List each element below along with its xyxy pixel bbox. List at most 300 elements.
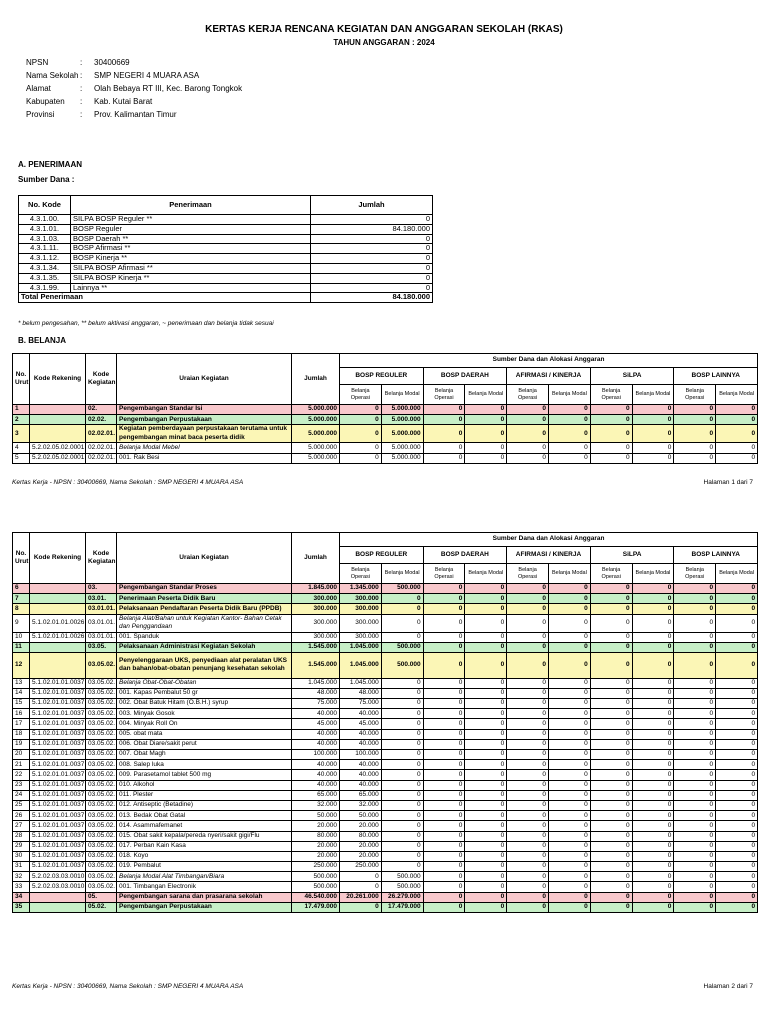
alokasi-cell: 0 <box>507 453 549 463</box>
no-cell: 10 <box>13 632 30 642</box>
uraian-cell: 001. Rak Besi <box>117 453 292 463</box>
alokasi-cell: 0 <box>716 902 758 912</box>
alokasi-cell: 0 <box>548 425 590 443</box>
alokasi-cell: 0 <box>465 841 507 851</box>
kode-kegiatan-cell: 03.05.02. <box>86 862 117 872</box>
kode-kegiatan-cell: 03.01. <box>86 594 117 604</box>
penerimaan-cell: BOSP Reguler <box>71 224 311 234</box>
alokasi-cell: 0 <box>548 614 590 632</box>
kode-rekening-cell: 5.1.02.01.01.0037 <box>30 699 86 709</box>
alokasi-cell: 0 <box>632 739 674 749</box>
footer-left: Kertas Kerja - NPSN : 30400669, Nama Sekolah : SMP NEGERI 4 MUARA ASA <box>12 479 244 486</box>
alokasi-cell: 0 <box>590 750 632 760</box>
total-label: Total Penerimaan <box>19 293 311 303</box>
no-cell: 27 <box>13 821 30 831</box>
alokasi-cell: 0 <box>674 790 716 800</box>
alokasi-cell: 0 <box>507 882 549 892</box>
uraian-cell: 001. Kapas Pembalut 50 gr <box>117 688 292 698</box>
alokasi-cell: 0 <box>507 594 549 604</box>
jumlah-cell: 48.000 <box>292 688 340 698</box>
alokasi-cell: 100.000 <box>340 750 382 760</box>
alokasi-cell: 0 <box>507 760 549 770</box>
alokasi-cell: 40.000 <box>340 770 382 780</box>
alokasi-cell: 0 <box>674 780 716 790</box>
alokasi-cell: 0 <box>590 902 632 912</box>
kode-kegiatan-cell: 03.05.02. <box>86 729 117 739</box>
alokasi-cell: 0 <box>716 642 758 652</box>
alokasi-cell: 0 <box>716 892 758 902</box>
alokasi-cell: 0 <box>548 584 590 594</box>
penerimaan-row <box>19 283 433 293</box>
kode-kegiatan-cell: 03.05.02. <box>86 790 117 800</box>
fund-header: BOSP REGULER <box>340 368 424 385</box>
fund-header: SiLPA <box>590 368 674 385</box>
belanja-row <box>13 584 758 594</box>
belanja-row <box>13 632 758 642</box>
belanja-operasi-header: Belanja Operasi <box>590 564 632 584</box>
alokasi-cell: 0 <box>590 709 632 719</box>
alokasi-cell: 0 <box>465 811 507 821</box>
uraian-header: Uraian Kegiatan <box>117 533 292 584</box>
alokasi-cell: 0 <box>465 790 507 800</box>
kode-cell: 4.3.1.00. <box>19 215 71 225</box>
kode-cell: 4.3.1.35. <box>19 273 71 283</box>
belanja-modal-header: Belanja Modal <box>716 564 758 584</box>
no-cell: 24 <box>13 790 30 800</box>
info-label: Nama Sekolah <box>26 71 79 80</box>
col-header: Jumlah <box>311 196 433 215</box>
no-cell: 25 <box>13 800 30 810</box>
penerimaan-row <box>19 273 433 283</box>
alokasi-cell: 5.000.000 <box>381 405 423 415</box>
alokasi-cell: 0 <box>423 632 465 642</box>
alokasi-cell: 0 <box>548 405 590 415</box>
alokasi-cell: 0 <box>548 760 590 770</box>
alokasi-cell: 5.000.000 <box>381 443 423 453</box>
kode-rekening-cell <box>30 652 86 678</box>
uraian-header: Uraian Kegiatan <box>117 354 292 405</box>
alokasi-cell: 0 <box>548 415 590 425</box>
header-row <box>13 533 758 547</box>
uraian-cell: Belanja Obat-Obat-Obatan <box>117 678 292 688</box>
jumlah-cell: 40.000 <box>292 780 340 790</box>
penerimaan-cell: SILPA BOSP Reguler ** <box>71 215 311 225</box>
alokasi-cell: 0 <box>632 902 674 912</box>
alokasi-cell: 0 <box>507 892 549 902</box>
alokasi-cell: 0 <box>507 811 549 821</box>
alokasi-cell: 1.345.000 <box>340 584 382 594</box>
info-value: 30400669 <box>94 58 130 67</box>
alokasi-cell: 0 <box>381 770 423 780</box>
alokasi-cell: 0 <box>674 642 716 652</box>
penerimaan-cell: SILPA BOSP Kinerja ** <box>71 273 311 283</box>
alokasi-cell: 0 <box>423 443 465 453</box>
alokasi-cell: 0 <box>632 678 674 688</box>
kode-rekening-cell: 5.1.02.01.01.0037 <box>30 750 86 760</box>
alokasi-cell: 0 <box>674 872 716 882</box>
kode-rekening-cell: 5.1.02.01.01.0037 <box>30 780 86 790</box>
jumlah-cell: 0 <box>311 244 433 254</box>
alokasi-cell: 0 <box>423 604 465 614</box>
alokasi-cell: 0 <box>674 594 716 604</box>
kode-kegiatan-cell: 03.05.02. <box>86 821 117 831</box>
uraian-cell: Belanja Modal Alat Timbangan/Biara <box>117 872 292 882</box>
uraian-cell: 004. Minyak Roll On <box>117 719 292 729</box>
kode-cell: 4.3.1.11. <box>19 244 71 254</box>
belanja-modal-header: Belanja Modal <box>548 385 590 405</box>
no-cell: 34 <box>13 892 30 902</box>
kode-rekening-header: Kode Rekening <box>30 533 86 584</box>
alokasi-cell: 0 <box>716 770 758 780</box>
alokasi-cell: 0 <box>548 678 590 688</box>
alokasi-cell: 0 <box>340 415 382 425</box>
alokasi-cell: 0 <box>716 688 758 698</box>
alokasi-cell: 1.045.000 <box>340 678 382 688</box>
kode-kegiatan-cell: 05.02. <box>86 902 117 912</box>
alokasi-cell: 0 <box>632 584 674 594</box>
alokasi-cell: 0 <box>716 415 758 425</box>
alokasi-cell: 0 <box>590 882 632 892</box>
alokasi-cell: 0 <box>507 841 549 851</box>
sumber-dana-label: Sumber Dana : <box>18 175 75 184</box>
alokasi-cell: 1.045.000 <box>340 652 382 678</box>
alokasi-cell: 26.279.000 <box>381 892 423 902</box>
no-cell: 21 <box>13 760 30 770</box>
uraian-cell: 017. Perban Kain Kasa <box>117 841 292 851</box>
alokasi-cell: 0 <box>674 800 716 810</box>
alokasi-cell: 0 <box>632 862 674 872</box>
alokasi-cell: 0 <box>423 453 465 463</box>
kode-rekening-cell: 5.1.02.01.01.0037 <box>30 688 86 698</box>
kode-rekening-cell: 5.1.02.01.01.0037 <box>30 760 86 770</box>
alokasi-cell: 0 <box>340 453 382 463</box>
alokasi-cell: 0 <box>507 652 549 678</box>
jumlah-cell: 0 <box>311 283 433 293</box>
info-value: Olah Bebaya RT III, Kec. Barong Tongkok <box>94 84 243 93</box>
kode-kegiatan-cell: 03.01.01. <box>86 604 117 614</box>
belanja-row <box>13 688 758 698</box>
alokasi-cell: 50.000 <box>340 811 382 821</box>
kode-rekening-cell <box>30 415 86 425</box>
alokasi-cell: 0 <box>465 632 507 642</box>
kode-rekening-cell: 5.1.02.01.01.0037 <box>30 739 86 749</box>
no-cell: 20 <box>13 750 30 760</box>
alokasi-cell: 0 <box>674 709 716 719</box>
alokasi-cell: 0 <box>465 678 507 688</box>
alokasi-cell: 0 <box>465 425 507 443</box>
alokasi-cell: 0 <box>674 604 716 614</box>
alokasi-cell: 0 <box>381 699 423 709</box>
info-value: Kab. Kutai Barat <box>94 97 153 106</box>
alokasi-cell: 0 <box>548 642 590 652</box>
no-cell: 14 <box>13 688 30 698</box>
uraian-cell: 009. Parasetamol tablet 500 mg <box>117 770 292 780</box>
alokasi-cell: 0 <box>716 632 758 642</box>
alokasi-cell: 0 <box>674 902 716 912</box>
alokasi-cell: 40.000 <box>340 729 382 739</box>
alokasi-cell: 0 <box>423 709 465 719</box>
alokasi-cell: 0 <box>590 862 632 872</box>
belanja-row <box>13 642 758 652</box>
belanja-row <box>13 729 758 739</box>
alokasi-cell: 0 <box>674 632 716 642</box>
belanja-row <box>13 780 758 790</box>
kode-kegiatan-cell: 03.05.02. <box>86 739 117 749</box>
alokasi-cell: 0 <box>507 415 549 425</box>
alokasi-cell: 0 <box>716 862 758 872</box>
belanja-row <box>13 425 758 443</box>
penerimaan-heading: A. PENERIMAAN <box>18 160 83 169</box>
no-cell: 22 <box>13 770 30 780</box>
alokasi-cell: 0 <box>423 699 465 709</box>
alokasi-cell: 65.000 <box>340 790 382 800</box>
penerimaan-table <box>18 195 433 303</box>
alokasi-cell: 0 <box>674 760 716 770</box>
alokasi-cell: 0 <box>507 678 549 688</box>
alokasi-cell: 0 <box>716 604 758 614</box>
penerimaan-cell: BOSP Kinerja ** <box>71 254 311 264</box>
fund-header: AFIRMASI / KINERJA <box>507 368 591 385</box>
alokasi-cell: 0 <box>465 729 507 739</box>
alokasi-cell: 0 <box>632 425 674 443</box>
kode-rekening-cell <box>30 584 86 594</box>
alokasi-cell: 0 <box>590 604 632 614</box>
alokasi-cell: 0 <box>716 750 758 760</box>
uraian-cell: Pengembangan Standar Isi <box>117 405 292 415</box>
alokasi-cell: 0 <box>507 699 549 709</box>
kode-rekening-cell <box>30 902 86 912</box>
alokasi-cell: 0 <box>507 831 549 841</box>
alokasi-cell: 0 <box>548 453 590 463</box>
alokasi-cell: 0 <box>590 841 632 851</box>
belanja-row <box>13 790 758 800</box>
alokasi-cell: 0 <box>423 841 465 851</box>
uraian-cell: Pengembangan Perpustakaan <box>117 902 292 912</box>
alokasi-cell: 0 <box>340 425 382 443</box>
kode-kegiatan-cell: 03.05.02. <box>86 770 117 780</box>
penerimaan-row <box>19 254 433 264</box>
kode-rekening-cell: 5.1.02.01.01.0037 <box>30 770 86 780</box>
jumlah-header: Jumlah <box>292 354 340 405</box>
no-cell: 28 <box>13 831 30 841</box>
alokasi-cell: 0 <box>465 750 507 760</box>
alokasi-cell: 250.000 <box>340 862 382 872</box>
alokasi-cell: 0 <box>340 405 382 415</box>
alokasi-cell: 0 <box>674 584 716 594</box>
no-cell: 7 <box>13 594 30 604</box>
kode-rekening-header: Kode Rekening <box>30 354 86 405</box>
alokasi-cell: 40.000 <box>340 780 382 790</box>
alokasi-cell: 0 <box>465 652 507 678</box>
alokasi-cell: 0 <box>423 642 465 652</box>
alokasi-cell: 0 <box>548 902 590 912</box>
info-value: Prov. Kalimantan Timur <box>94 110 177 119</box>
jumlah-cell: 40.000 <box>292 729 340 739</box>
belanja-heading: B. BELANJA <box>18 336 67 345</box>
alokasi-cell: 0 <box>716 729 758 739</box>
alokasi-cell: 0 <box>590 780 632 790</box>
alokasi-cell: 0 <box>716 699 758 709</box>
no-cell: 18 <box>13 729 30 739</box>
alokasi-cell: 0 <box>716 594 758 604</box>
alokasi-cell: 0 <box>632 652 674 678</box>
alokasi-cell: 0 <box>507 750 549 760</box>
no-cell: 30 <box>13 851 30 861</box>
alokasi-cell: 0 <box>507 584 549 594</box>
alokasi-cell: 0 <box>632 790 674 800</box>
uraian-cell: 001. Spanduk <box>117 632 292 642</box>
kode-cell: 4.3.1.01. <box>19 224 71 234</box>
alokasi-cell: 48.000 <box>340 688 382 698</box>
alokasi-cell: 0 <box>548 831 590 841</box>
footer-page: Halaman 1 dari 7 <box>703 479 753 486</box>
alokasi-cell: 0 <box>590 851 632 861</box>
penerimaan-row <box>19 224 433 234</box>
alokasi-cell: 0 <box>548 729 590 739</box>
alokasi-cell: 0 <box>590 800 632 810</box>
belanja-modal-header: Belanja Modal <box>716 385 758 405</box>
belanja-row <box>13 594 758 604</box>
alokasi-cell: 5.000.000 <box>381 425 423 443</box>
alokasi-cell: 0 <box>674 841 716 851</box>
kode-kegiatan-cell: 03.05.02. <box>86 872 117 882</box>
alokasi-cell: 0 <box>465 780 507 790</box>
penerimaan-total-row <box>19 293 433 303</box>
uraian-cell: Penerimaan Peserta Didik Baru <box>117 594 292 604</box>
alokasi-cell: 300.000 <box>340 614 382 632</box>
alokasi-cell: 0 <box>381 760 423 770</box>
header-row <box>13 354 758 368</box>
belanja-row <box>13 892 758 902</box>
kode-kegiatan-cell: 03.05.02. <box>86 851 117 861</box>
belanja-row <box>13 831 758 841</box>
alokasi-cell: 0 <box>465 415 507 425</box>
kode-kegiatan-cell: 03.05.02. <box>86 699 117 709</box>
penerimaan-cell: BOSP Afirmasi ** <box>71 244 311 254</box>
alokasi-cell: 0 <box>674 443 716 453</box>
belanja-row <box>13 604 758 614</box>
alokasi-cell: 0 <box>716 800 758 810</box>
belanja-row <box>13 443 758 453</box>
alokasi-cell: 0 <box>590 584 632 594</box>
alokasi-cell: 0 <box>590 699 632 709</box>
alokasi-cell: 0 <box>674 831 716 841</box>
alokasi-cell: 0 <box>507 862 549 872</box>
alokasi-cell: 0 <box>674 739 716 749</box>
alokasi-cell: 0 <box>423 831 465 841</box>
belanja-row <box>13 415 758 425</box>
alokasi-cell: 20.261.000 <box>340 892 382 902</box>
belanja-row <box>13 652 758 678</box>
alokasi-cell: 0 <box>548 750 590 760</box>
kode-rekening-cell: 5.2.02.05.02.0001 <box>30 453 86 463</box>
belanja-row <box>13 800 758 810</box>
alokasi-cell: 5.000.000 <box>381 415 423 425</box>
alokasi-cell: 0 <box>548 872 590 882</box>
alokasi-cell: 0 <box>340 443 382 453</box>
kode-rekening-cell: 5.1.02.01.01.0037 <box>30 790 86 800</box>
jumlah-cell: 46.540.000 <box>292 892 340 902</box>
uraian-cell: 013. Bedak Obat Gatal <box>117 811 292 821</box>
jumlah-cell: 500.000 <box>292 882 340 892</box>
no-cell: 35 <box>13 902 30 912</box>
jumlah-cell: 300.000 <box>292 614 340 632</box>
jumlah-cell: 0 <box>311 254 433 264</box>
alokasi-cell: 0 <box>716 841 758 851</box>
kode-rekening-cell: 5.1.02.01.01.0037 <box>30 678 86 688</box>
alokasi-cell: 0 <box>590 688 632 698</box>
alokasi-cell: 0 <box>423 614 465 632</box>
belanja-operasi-header: Belanja Operasi <box>423 385 465 405</box>
alokasi-cell: 0 <box>507 790 549 800</box>
alokasi-cell: 0 <box>381 800 423 810</box>
no-cell: 26 <box>13 811 30 821</box>
jumlah-cell: 300.000 <box>292 604 340 614</box>
kode-kegiatan-cell: 03.05. <box>86 642 117 652</box>
alokasi-cell: 0 <box>423 719 465 729</box>
belanja-row <box>13 882 758 892</box>
alokasi-cell: 0 <box>423 750 465 760</box>
jumlah-cell: 5.000.000 <box>292 405 340 415</box>
jumlah-cell: 80.000 <box>292 831 340 841</box>
jumlah-cell: 20.000 <box>292 821 340 831</box>
info-label: Provinsi <box>26 110 55 119</box>
kode-rekening-cell <box>30 594 86 604</box>
belanja-row <box>13 851 758 861</box>
no-header: No. Urut <box>13 533 30 584</box>
footer-left: Kertas Kerja - NPSN : 30400669, Nama Sekolah : SMP NEGERI 4 MUARA ASA <box>12 983 244 990</box>
document-subtitle: TAHUN ANGGARAN : 2024 <box>333 38 435 47</box>
uraian-cell: Pengembangan sarana dan prasarana sekolah <box>117 892 292 902</box>
alokasi-cell: 0 <box>507 604 549 614</box>
alokasi-cell: 0 <box>674 719 716 729</box>
alokasi-cell: 0 <box>548 800 590 810</box>
alokasi-cell: 0 <box>507 729 549 739</box>
kode-kegiatan-cell: 03.05.02. <box>86 831 117 841</box>
jumlah-cell: 0 <box>311 263 433 273</box>
alokasi-cell: 0 <box>381 862 423 872</box>
alokasi-cell: 0 <box>465 688 507 698</box>
belanja-modal-header: Belanja Modal <box>632 385 674 405</box>
alokasi-cell: 0 <box>548 699 590 709</box>
jumlah-cell: 300.000 <box>292 632 340 642</box>
belanja-row <box>13 760 758 770</box>
belanja-row <box>13 719 758 729</box>
sumber-dana-header: Sumber Dana dan Alokasi Anggaran <box>340 533 758 547</box>
alokasi-cell: 0 <box>465 821 507 831</box>
alokasi-cell: 500.000 <box>381 882 423 892</box>
alokasi-cell: 0 <box>381 790 423 800</box>
kode-kegiatan-cell: 03.05.02. <box>86 750 117 760</box>
alokasi-cell: 0 <box>632 780 674 790</box>
no-cell: 11 <box>13 642 30 652</box>
alokasi-cell: 0 <box>674 425 716 443</box>
uraian-cell: 006. Obat Diare/sakit perut <box>117 739 292 749</box>
alokasi-cell: 0 <box>548 604 590 614</box>
no-cell: 3 <box>13 425 30 443</box>
uraian-cell: 011. Plester <box>117 790 292 800</box>
no-header: No. Urut <box>13 354 30 405</box>
alokasi-cell: 0 <box>465 851 507 861</box>
alokasi-cell: 0 <box>674 892 716 902</box>
alokasi-cell: 0 <box>548 709 590 719</box>
alokasi-cell: 1.045.000 <box>340 642 382 652</box>
uraian-cell: Pelaksanaan Pendaftaran Peserta Didik Baru (PPDB) <box>117 604 292 614</box>
belanja-row <box>13 699 758 709</box>
alokasi-cell: 0 <box>632 405 674 415</box>
alokasi-cell: 0 <box>381 678 423 688</box>
kode-kegiatan-cell: 03.05.02. <box>86 719 117 729</box>
